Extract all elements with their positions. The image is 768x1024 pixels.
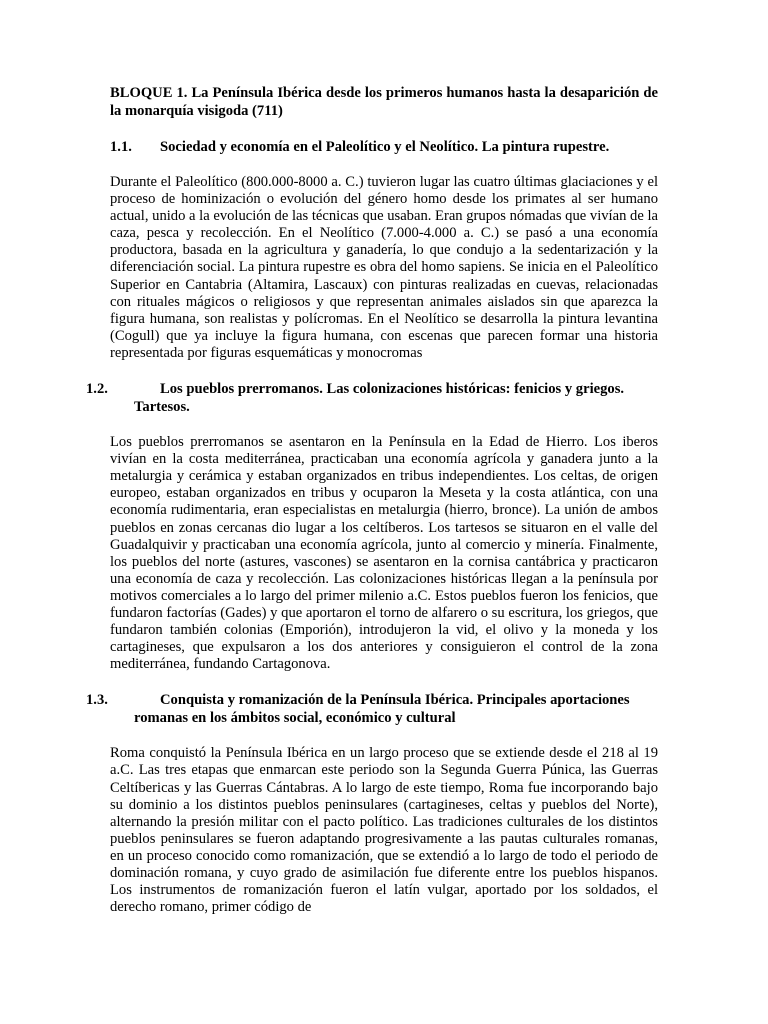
section-3-number: 1.3. xyxy=(86,692,108,709)
section-1-number: 1.1. xyxy=(110,139,132,155)
section-2-body: Los pueblos prerromanos se asentaron en la Península en la Edad de Hierro. Los iberos vivían en la costa mediterránea, practicaban una economía agrícola y ganadera junto a la metalurgia y cerámica y estaban organizados en tribus independientes. Los celtas, de origen europeo, estaban organizados en tribus y ocuparon la Meseta y la costa atlántica, con una economía rudimentaria, eran especialistas en metalurgia (hierro, bronce). La unión de ambos pueblos en zonas cercanas dio lugar a los celtíberos. Los tartesos se situaron en el valle del Guadalquivir y practicaban una economía agrícola, junto al comercio y minería. Finalmente, los pueblos del norte (astures, vascones) se asentaron en la cornisa cantábrica y practicaron una economía de caza y recolección. Las colonizaciones históricas llegan a la península por motivos comerciales a lo largo del primer milenio a.C. Estos pueblos fueron los fenicios, que fundaron factorías (Gades) y que aportaron el torno de alfarero o su escritura, los griegos, que fundaron también colonias (Emporión), introdujeron la vid, el olivo y la moneda y los cartagineses, que expulsaron a los dos anteriores y consiguieron el control de la zona mediterránea, fundando Cartagonova. xyxy=(110,434,658,673)
section-2-number: 1.2. xyxy=(86,381,108,398)
section-2-title: Los pueblos prerromanos. Las colonizaciones históricas: fenicios y griegos. Tartesos. xyxy=(134,381,625,416)
section-3-heading xyxy=(86,691,658,727)
section-1-heading xyxy=(110,138,658,156)
section-1-title: Sociedad y economía en el Paleolítico y el Neolítico. La pintura rupestre. xyxy=(160,139,610,155)
section-1-body: Durante el Paleolítico (800.000-8000 a. C.) tuvieron lugar las cuatro últimas glaciaciones y el proceso de hominización o evolución del género homo desde los primates al ser humano actual, unido a la evolución de las técnicas que usaban. Eran grupos nómadas que vivían de la caza, pesca y recolección. En el Neolítico (7.000-4.000 a. C.) se pasó a una economía productora, basada en la agricultura y ganadería, lo que condujo a la sedentarización y la diferenciación social. La pintura rupestre es obra del homo sapiens. Se inicia en el Paleolítico Superior en Cantabria (Altamira, Lascaux) con pinturas realizadas en cuevas, relacionadas con rituales mágicos o religiosos y que representan animales aislados sin que aparezca la figura humana, son realistas y polícromas. En el Neolítico se desarrolla la pintura levantina (Cogull) que ya incluye la figura humana, con escenas que parecen formar una historia representada por figuras esquemáticas y monocromas xyxy=(110,174,658,361)
section-3-body: Roma conquistó la Península Ibérica en un largo proceso que se extiende desde el 218 al 19 a.C. Las tres etapas que enmarcan este periodo son la Segunda Guerra Púnica, las Guerras Celtíbericas y las Guerras Cántabras. A lo largo de este tiempo, Roma fue incorporando bajo su dominio a los distintos pueblos peninsulares (cartagineses, celtas y pueblos del Norte), alternando la presión militar con el pacto político. Las tradiciones culturales de los distintos pueblos peninsulares se fueron adaptando progresivamente a las pautas culturales romanas, en un proceso conocido como romanización, que se extendió a lo largo de todo el periodo de dominación romana, y cuyo grado de asimilación fue diferente entre los pueblos hispanos. Los instrumentos de romanización fueron el latín vulgar, aportado por los soldados, el derecho romano, primer código de xyxy=(110,745,658,916)
document-title: BLOQUE 1. La Península Ibérica desde los primeros humanos hasta la desaparición de la monarquía visigoda (711) xyxy=(110,85,658,119)
section-3-title: Conquista y romanización de la Península Ibérica. Principales aportaciones romanas en los ámbitos social, económico y cultural xyxy=(134,692,630,727)
section-2-heading xyxy=(86,380,658,416)
